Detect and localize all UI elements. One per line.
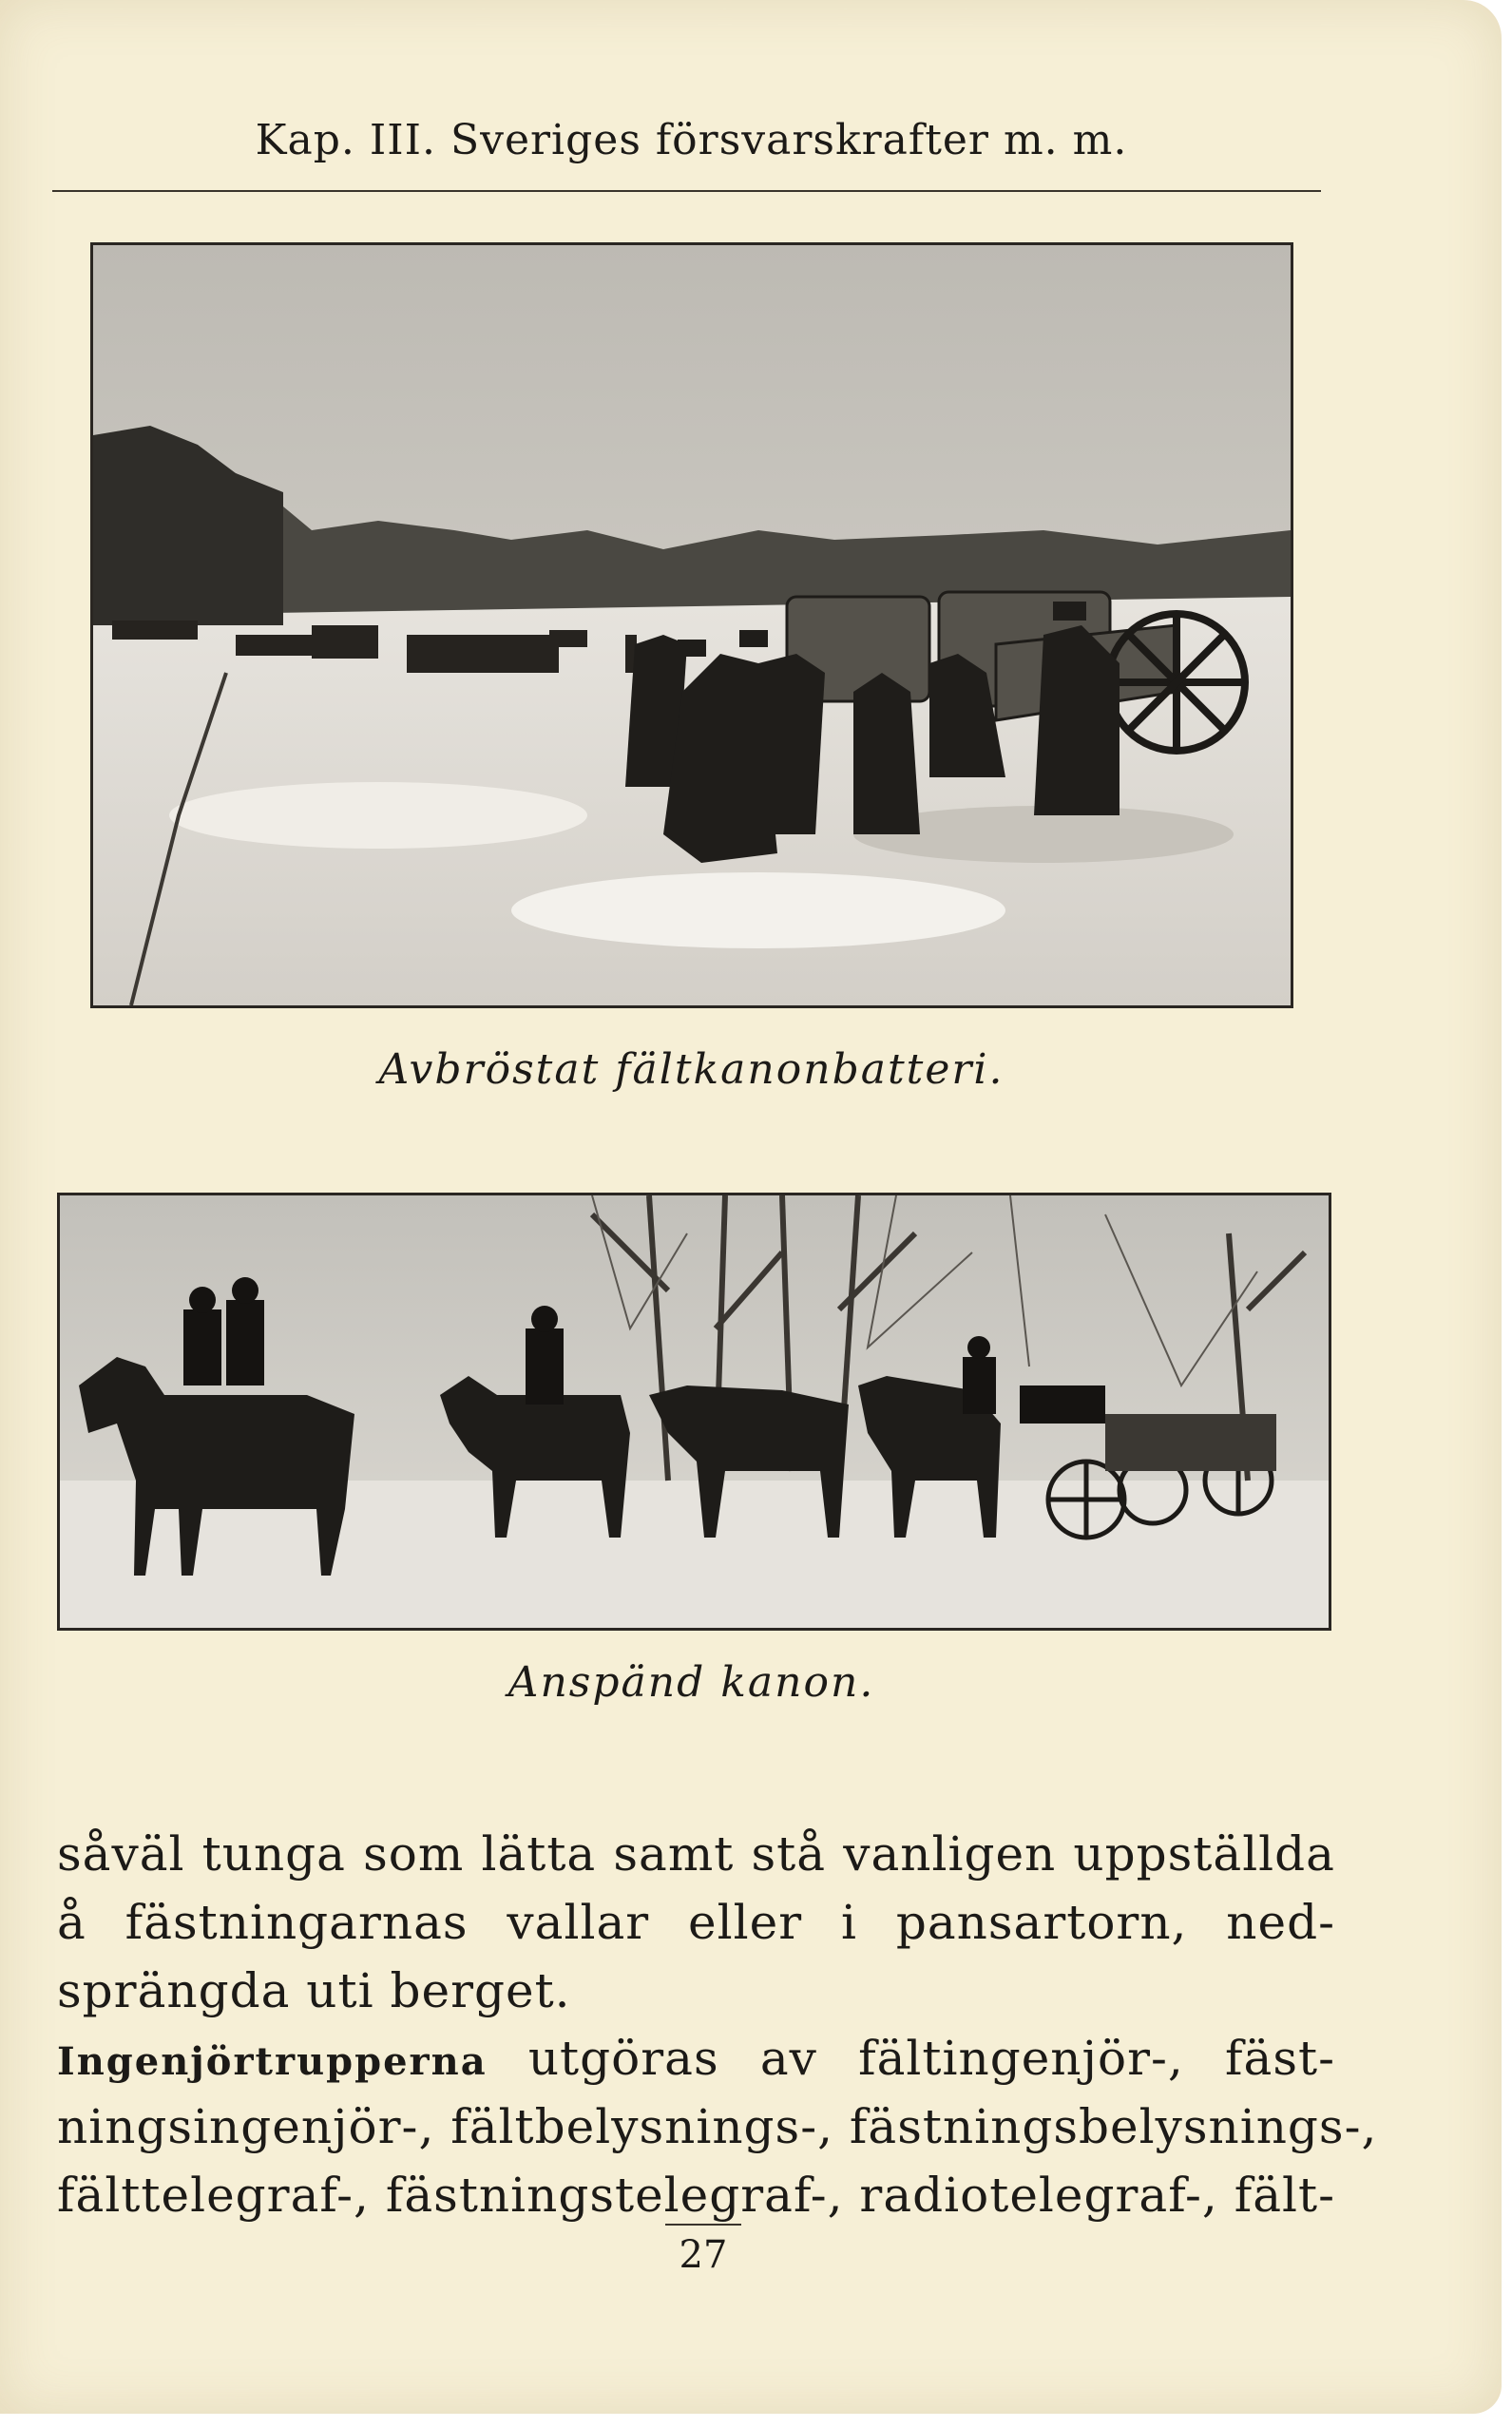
field-battery-photo-image <box>93 245 1291 1005</box>
running-head: Kap. III. Sveriges försvarskrafter m. m. <box>255 116 1128 164</box>
text-line: å fästningarnas vallar eller i pansartorn, ned- <box>57 1895 1335 1950</box>
text-line: fälttelegraf-, fästningstelegraf-, radiotelegraf-, fält- <box>57 2168 1335 2223</box>
text-line: ningsingenjör-, fältbelysnings-, fästningsbelysnings-, <box>57 2099 1378 2154</box>
folio-rule <box>665 2224 741 2226</box>
text-line-lead <box>57 2024 1335 2093</box>
text-line: såväl tunga som lätta samt stå vanligen uppställda <box>57 1826 1335 1882</box>
photo-horse-drawn-gun <box>57 1193 1331 1631</box>
figure-caption-1: Avbröstat fältkanonbatteri. <box>378 1045 1005 1094</box>
page-number: 27 <box>679 2233 728 2277</box>
header-rule <box>52 190 1321 192</box>
text-line-rest: utgöras av fältingenjör-, fäst- <box>487 2031 1335 2086</box>
photo-field-battery <box>90 242 1293 1008</box>
paragraph-1 <box>57 1820 1335 2025</box>
figure-caption-2: Anspänd kanon. <box>507 1658 875 1707</box>
text-line: sprängda uti berget. <box>57 1963 571 2018</box>
section-term: Ingenjörtrupperna <box>57 2039 488 2084</box>
horse-drawn-gun-photo-image <box>60 1195 1329 1628</box>
paragraph-2 <box>57 2024 1378 2229</box>
